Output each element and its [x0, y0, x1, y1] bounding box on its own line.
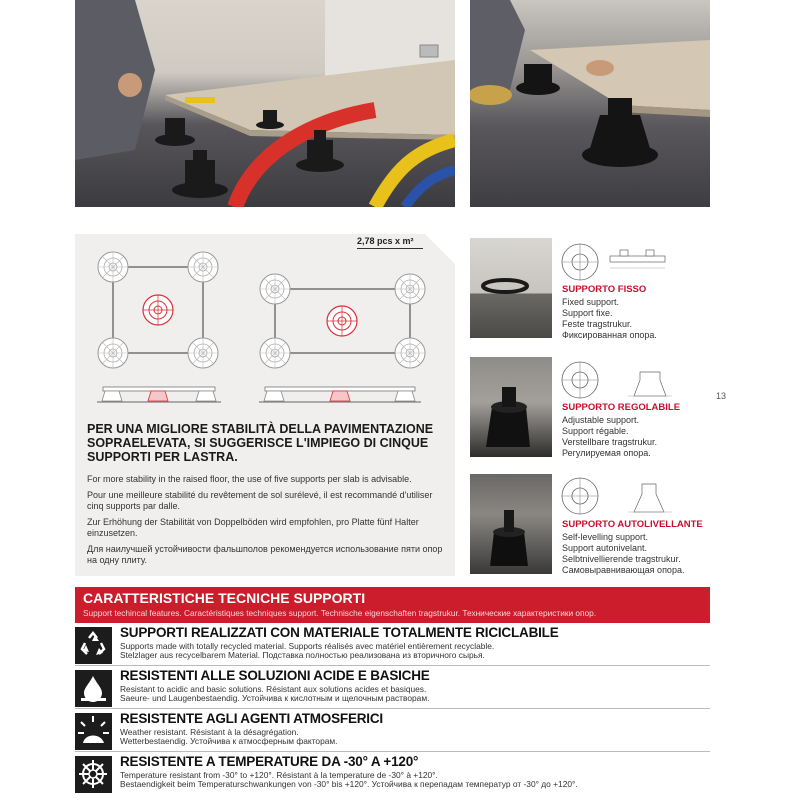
installation-photo-left — [75, 0, 455, 207]
adjustable-support-photo — [470, 357, 552, 457]
density-label: 2,78 pcs x m² — [357, 236, 414, 246]
stability-text-ru: Для наилучшей устойчивости фальшполов рекомендуется использование пяти опор на одну плиту. — [87, 544, 443, 565]
support-layout-panel — [75, 234, 455, 576]
feature-title-recyclable: SUPPORTI REALIZZATI CON MATERIALE TOTALMENTE RICICLABILE — [120, 625, 559, 640]
product-desc-adjustable: Adjustable support. Support régable. Verstellbare tragstrukur. Регулируемая опора. — [562, 415, 658, 458]
weather-icon — [75, 713, 112, 750]
banner-title: CARATTERISTICHE TECNICHE SUPPORTI — [83, 590, 366, 606]
feature-title-temperature-resistant: RESISTENTE A TEMPERATURE DA -30° A +120° — [120, 754, 419, 769]
feature-recyclable: SUPPORTI REALIZZATI CON MATERIALE TOTALMENTE RICICLABILE Supports made with totally recycled material. Supports réalisés avec matériel entièrement recyclable. Stelzlager aus recycelbarem Material. Подставка полностью реализована из вторичного сырья. — [75, 627, 710, 667]
product-title-fixed: SUPPORTO FISSO — [562, 284, 647, 295]
product-desc-self-levelling: Self-levelling support. Support autonivelant. Selbtnivellierende tragstrukur. Самовыравнивающая опора. — [562, 532, 685, 575]
self-levelling-support-drawing — [560, 472, 685, 524]
self-levelling-support-photo — [470, 474, 552, 574]
stability-text-en: For more stability in the raised floor, the use of five supports per slab is advisable. — [87, 474, 412, 484]
feature-temperature-resistant: RESISTENTE A TEMPERATURE DA -30° A +120° Temperature resistant from -30° to +120°. Résistant à la temperature de -30° à +120°. Bestaendigkeit beim Temperaturschwankungen von -30° bis +120°. Устойчива к перепадам температур от -30° до +120°. — [75, 756, 710, 796]
fixed-support-drawing — [560, 238, 685, 290]
adjustable-support-drawing — [560, 356, 685, 408]
fixed-support-photo — [470, 238, 552, 338]
product-title-adjustable: SUPPORTO REGOLABILE — [562, 402, 681, 413]
page-number: 13 — [716, 391, 727, 401]
product-title-self-levelling: SUPPORTO AUTOLIVELLANTE — [562, 519, 703, 530]
product-desc-fixed: Fixed support. Support fixe. Feste tragstrukur. Фиксированная опора. — [562, 297, 657, 340]
stability-heading: PER UNA MIGLIORE STABILITÀ DELLA PAVIMENTAZIONE SOPRAELEVATA, SI SUGGERISCE L'IMPIEGO DI CINQUE SUPPORTI PER LASTRA. — [87, 422, 434, 464]
thermometer-icon — [75, 756, 112, 793]
five-supports-diagram — [75, 234, 455, 414]
feature-title-acid-resistant: RESISTENTI ALLE SOLUZIONI ACIDE E BASICHE — [120, 668, 430, 683]
feature-weather-resistant: RESISTENTE AGLI AGENTI ATMOSFERICI Weather resistant. Résistant à la désagrégation. Wetterbestaendig. Устойчива к атмосферным факторам. — [75, 713, 710, 753]
tech-features-banner — [75, 587, 710, 623]
feature-acid-resistant: RESISTENTI ALLE SOLUZIONI ACIDE E BASICHE Resistant to acidic and basic solutions. Résistant aux solutions acides et basiques. Saeure- und Laugenbestaendig. Устойчива к кислотным и щелочным растворам. — [75, 670, 710, 710]
banner-subtitle: Support techincal features. Caractéristiques techniques support. Technische eigenschaften tragstrukur. Технические характеристики опор. — [83, 608, 597, 618]
acid-drop-icon — [75, 670, 112, 707]
stability-text-de: Zur Erhöhung der Stabilität von Doppelböden wird empfohlen, pro Platte fünf Halter einzusetzen. — [87, 517, 419, 538]
stability-text-fr: Pour une meilleure stabilité du revêtement de sol surélevé, il est recommandé d'utiliser cinq supports par dalle. — [87, 490, 433, 511]
recycle-icon — [75, 627, 112, 664]
feature-title-weather-resistant: RESISTENTE AGLI AGENTI ATMOSFERICI — [120, 711, 383, 726]
installation-photo-right — [470, 0, 710, 207]
